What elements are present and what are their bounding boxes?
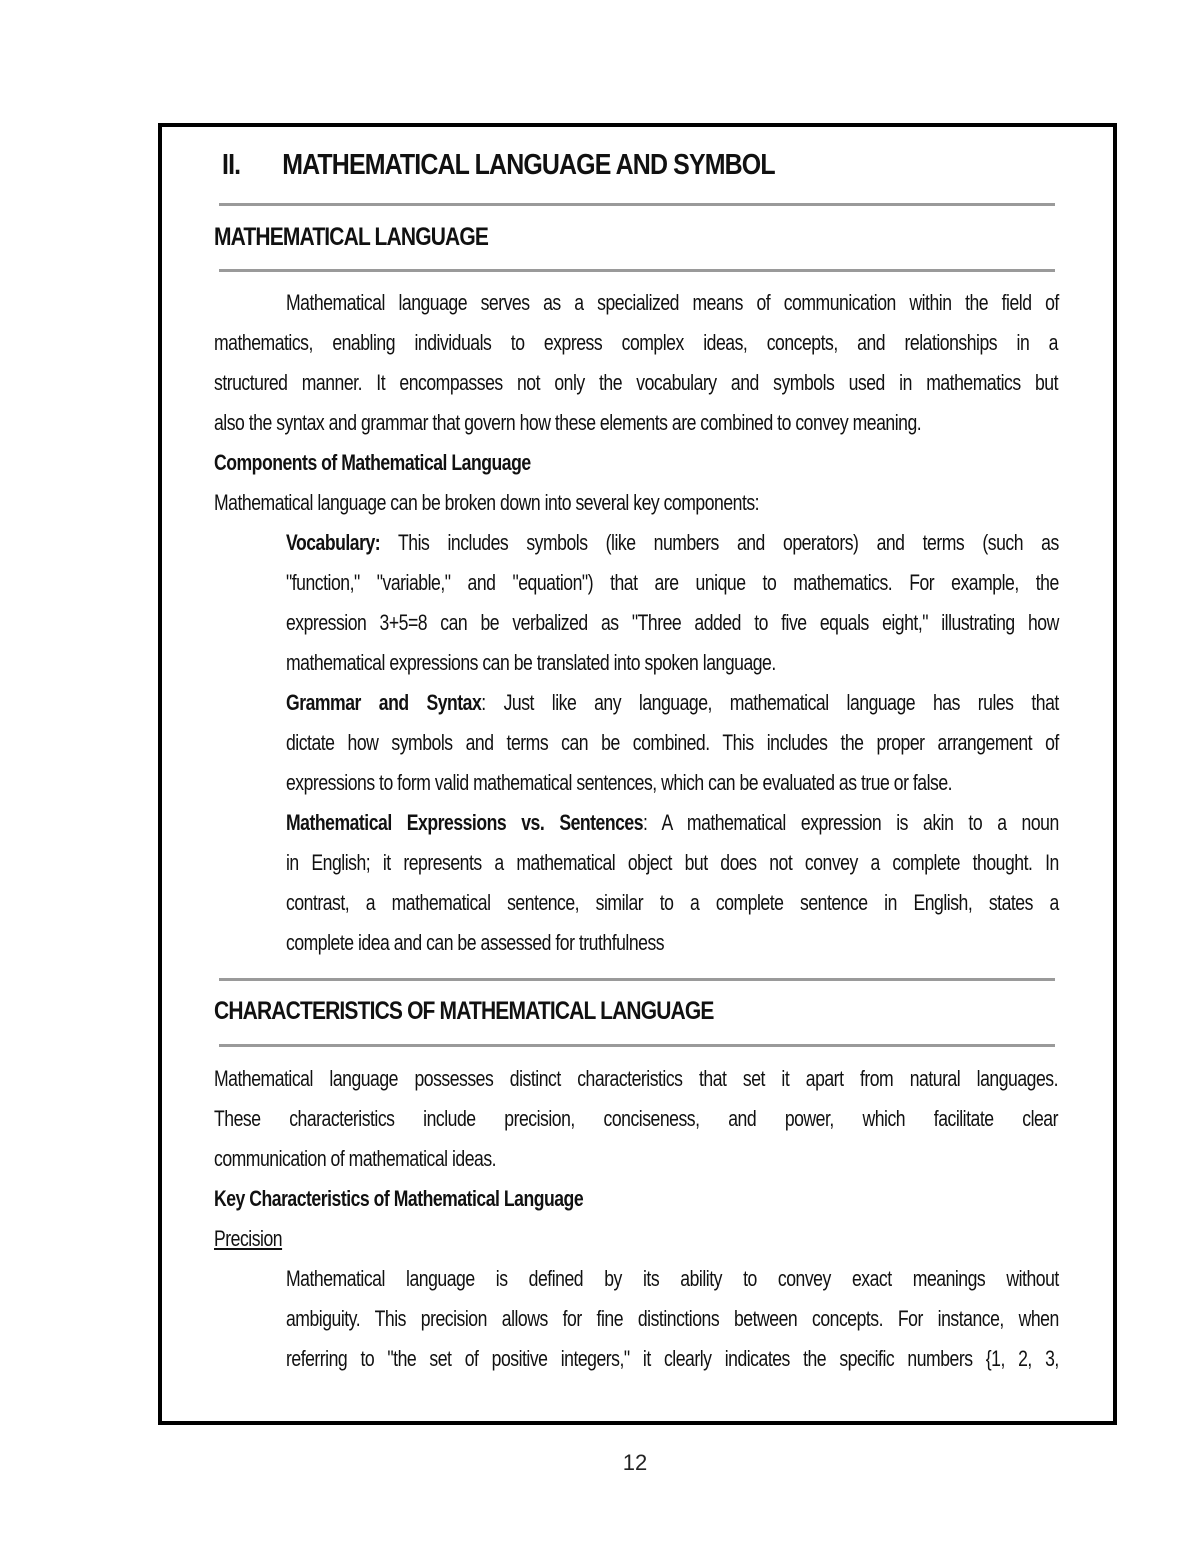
paragraph-line: structured manner. It encompasses not only the vocabulary and symbols used in mathematics but xyxy=(214,370,1058,395)
divider xyxy=(219,1044,1055,1047)
vocabulary-line: mathematical expressions can be translated into spoken language. xyxy=(286,650,776,675)
expressions-line: in English; it represents a mathematical object but does not convey a complete thought. In xyxy=(286,850,1059,875)
chapter-number: II. xyxy=(222,149,241,181)
expressions-item xyxy=(286,803,1059,843)
divider xyxy=(219,203,1055,206)
section-heading-mathematical-language: MATHEMATICAL LANGUAGE xyxy=(214,223,489,251)
page-border xyxy=(158,123,1117,1425)
vocabulary-term: Vocabulary: xyxy=(286,530,381,555)
paragraph-line: communication of mathematical ideas. xyxy=(214,1146,497,1171)
vocabulary-line: "function," "variable," and "equation") that are unique to mathematics. For example, the xyxy=(286,570,1059,595)
grammar-item xyxy=(286,683,1059,723)
chapter-title xyxy=(222,149,775,182)
precision-line: ambiguity. This precision allows for fine distinctions between concepts. For instance, when xyxy=(286,1306,1059,1331)
grammar-text: : Just like any language, mathematical language has rules that xyxy=(481,690,1059,715)
precision-line: Mathematical language is defined by its ability to convey exact meanings without xyxy=(286,1266,1059,1291)
vocabulary-line: expression 3+5=8 can be verbalized as "Three added to five equals eight," illustrating how xyxy=(286,610,1059,635)
paragraph-line: Mathematical language possesses distinct characteristics that set it apart from natural languages. xyxy=(214,1066,1058,1091)
section1-body xyxy=(214,283,1058,963)
vocabulary-text: This includes symbols (like numbers and operators) and terms (such as xyxy=(380,530,1059,555)
chapter-title-text: MATHEMATICAL LANGUAGE AND SYMBOL xyxy=(282,149,775,181)
paragraph-line: These characteristics include precision, conciseness, and power, which facilitate clear xyxy=(214,1106,1058,1131)
divider xyxy=(219,269,1055,272)
expressions-text: : A mathematical expression is akin to a noun xyxy=(643,810,1059,835)
page-number: 12 xyxy=(622,1450,648,1475)
grammar-line: dictate how symbols and terms can be combined. This includes the proper arrangement of xyxy=(286,730,1059,755)
expressions-line: complete idea and can be assessed for truthfulness xyxy=(286,930,665,955)
section-heading-characteristics: CHARACTERISTICS OF MATHEMATICAL LANGUAGE xyxy=(214,997,714,1025)
expressions-line: contrast, a mathematical sentence, similar to a complete sentence in English, states a xyxy=(286,890,1059,915)
paragraph-line: Mathematical language serves as a specialized means of communication within the field of xyxy=(286,290,1059,315)
vocabulary-item xyxy=(286,523,1059,563)
key-characteristics-heading: Key Characteristics of Mathematical Language xyxy=(214,1186,584,1211)
grammar-term: Grammar and Syntax xyxy=(286,690,482,715)
divider xyxy=(219,978,1055,981)
paragraph-line: also the syntax and grammar that govern how these elements are combined to convey meaning. xyxy=(214,410,922,435)
paragraph-line: mathematics, enabling individuals to express complex ideas, concepts, and relationships in a xyxy=(214,330,1058,355)
section2-body xyxy=(214,1059,1058,1379)
components-heading: Components of Mathematical Language xyxy=(214,450,531,475)
expressions-term: Mathematical Expressions vs. Sentences xyxy=(286,810,644,835)
precision-heading: Precision xyxy=(214,1226,283,1251)
precision-line: referring to "the set of positive integers," it clearly indicates the specific numbers {1, 2, 3, xyxy=(286,1346,1059,1371)
components-intro: Mathematical language can be broken down into several key components: xyxy=(214,490,760,515)
grammar-line: expressions to form valid mathematical sentences, which can be evaluated as true or false. xyxy=(286,770,953,795)
